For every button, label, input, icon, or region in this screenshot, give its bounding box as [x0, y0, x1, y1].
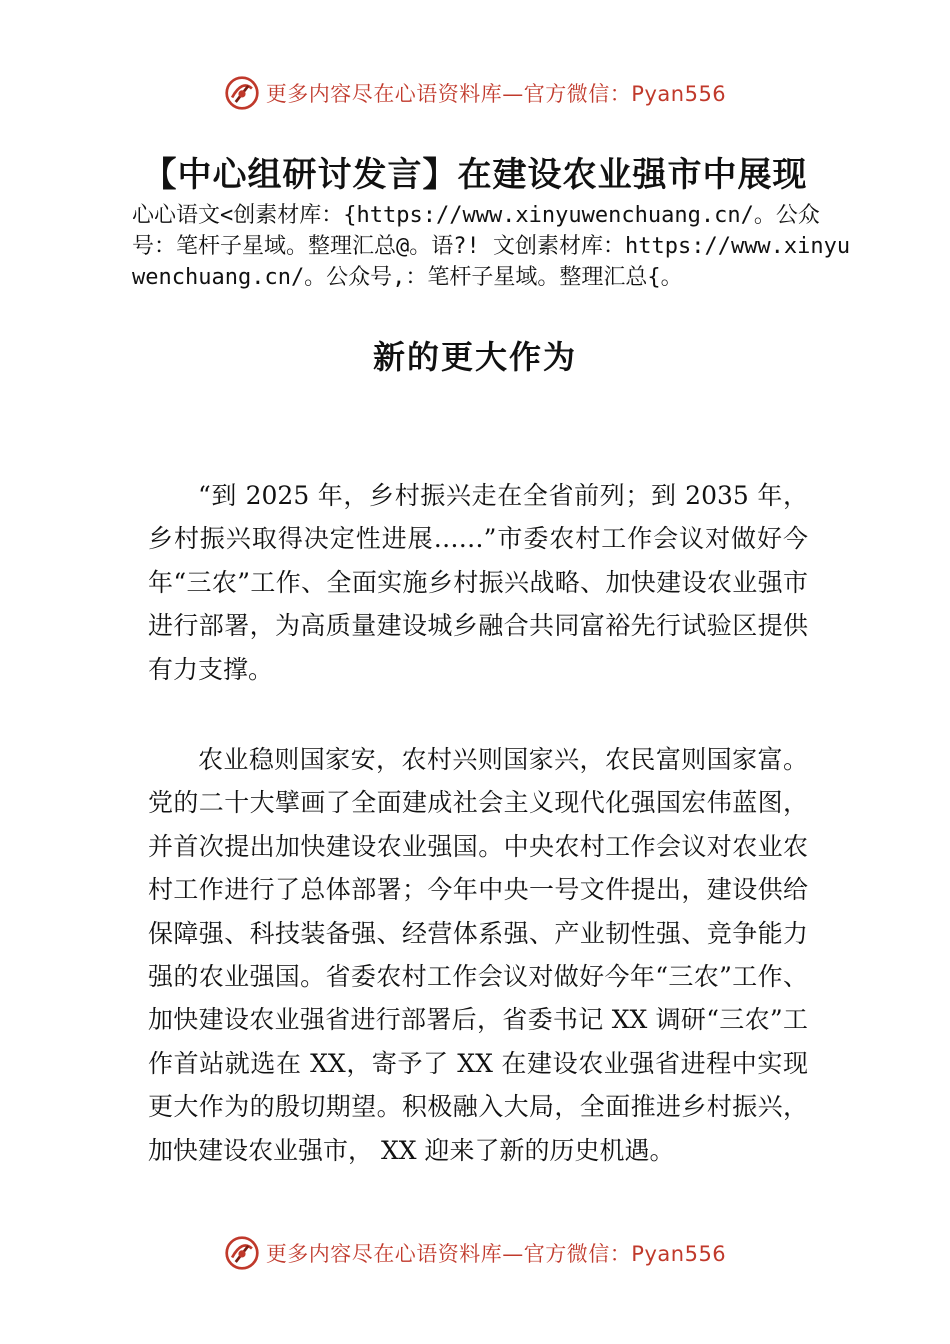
- watermark-text: 更多内容尽在心语资料库—官方微信：Pyan556: [265, 82, 727, 106]
- paragraph-2: 农业稳则国家安，农村兴则国家兴，农民富则国家富。党的二十大擘画了全面建成社会主义现代化强国宏伟蓝图，并首次提出加快建设农业强国。中央农村工作会议对农业农村工作进行了总体部署；今年中央一号文件提出，建设供给保障强、科技装备强、经营体系强、产业韧性强、竞争能力强的农业强国。省委农村工作会议对做好今年“三农”工作、加快建设农业强省进行部署后，省委书记 XX 调研“三农”工作首站就选在 XX，寄予了 XX 在建设农业强省进程中实现更大作为的殷切期望。积极融入大局，全面推进乡村振兴，加快建设农业强市， XX 迎来了新的历史机遇。: [148, 745, 808, 1165]
- footer-watermark: [0, 1233, 950, 1273]
- paragraph-1: “到 2025 年，乡村振兴走在全省前列；到 2035 年，乡村振兴取得决定性进展……”市委农村工作会议对做好今年“三农”工作、全面实施乡村振兴战略、加快建设农业强市进行部署，为高质量建设城乡融合共同富裕先行试验区提供有力支撑。: [148, 481, 808, 684]
- source-notice: 心心语文<创素材库：{https://www.xinyuwenchuang.cn/。公众号：笔杆子星域。整理汇总@。语?! 文创素材库：https://www.xinyuwenchuang.cn/。公众号,：笔杆子星域。整理汇总{。: [132, 203, 851, 290]
- seal-logo-icon: [224, 1235, 260, 1271]
- seal-logo-icon: [224, 75, 260, 111]
- document-title: 【中心组研讨发言】在建设农业强市中展现: [142, 155, 808, 195]
- header-watermark: [0, 73, 950, 113]
- watermark-text: 更多内容尽在心语资料库—官方微信：Pyan556: [265, 1242, 727, 1266]
- document-subtitle: 新的更大作为: [372, 338, 577, 376]
